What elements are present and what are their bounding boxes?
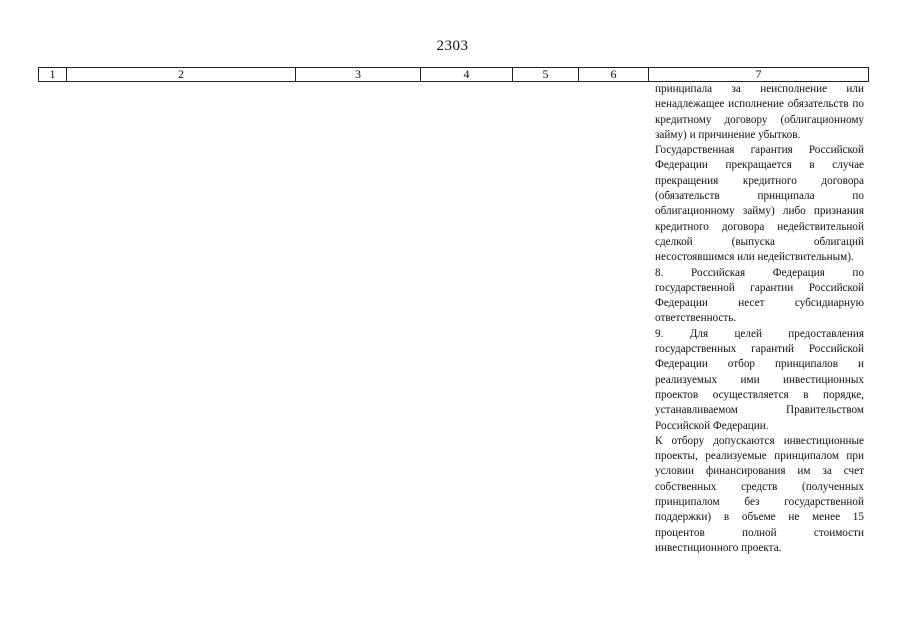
- column-7-text: [655, 82, 864, 556]
- paragraph-principal-selection: 9. Для целей предоставления государственных гарантий Российской Федерации отбор принципалов и реализуемых ими инвестиционных проектов осуществляется в порядке, устанавливаемом Правительством Российской Федерации.: [655, 327, 864, 432]
- paragraph-guarantee-termination: Государственная гарантия Российской Федерации прекращается в случае прекращения кредитного договора (обязательств принципала по облигационному займу) либо признания кредитного договора недействительной сделкой (выпуска облигаций несостоявшимся или недействительным).: [655, 144, 864, 264]
- column-number-4: 4: [421, 68, 513, 81]
- table-column-numbers-row: [38, 67, 869, 82]
- column-number-7: 7: [755, 67, 762, 81]
- paragraph-project-admission: К отбору допускаются инвестиционные проекты, реализуемые принципалом при условии финансирования им за счет собственных средств (полученных принципалом без государственной поддержки) в объеме не менее 15 процентов полной стоимости инвестиционного проекта.: [655, 434, 864, 554]
- paragraph-guarantee-liability: принципала за неисполнение или ненадлежащее исполнение обязательств по кредитному договору (облигационному займу) и причинение убытков.: [655, 83, 864, 141]
- column-number-2: 2: [67, 68, 296, 81]
- column-number-1: 1: [39, 68, 67, 81]
- paragraph-subsidiary-liability: 8. Российская Федерация по государственной гарантии Российской Федерации несет субсидиарную ответственность.: [655, 266, 864, 325]
- column-number-3: 3: [296, 68, 421, 81]
- column-number-5: 5: [513, 68, 579, 81]
- column-number-6: 6: [579, 68, 649, 81]
- page-number: 2303: [436, 38, 469, 54]
